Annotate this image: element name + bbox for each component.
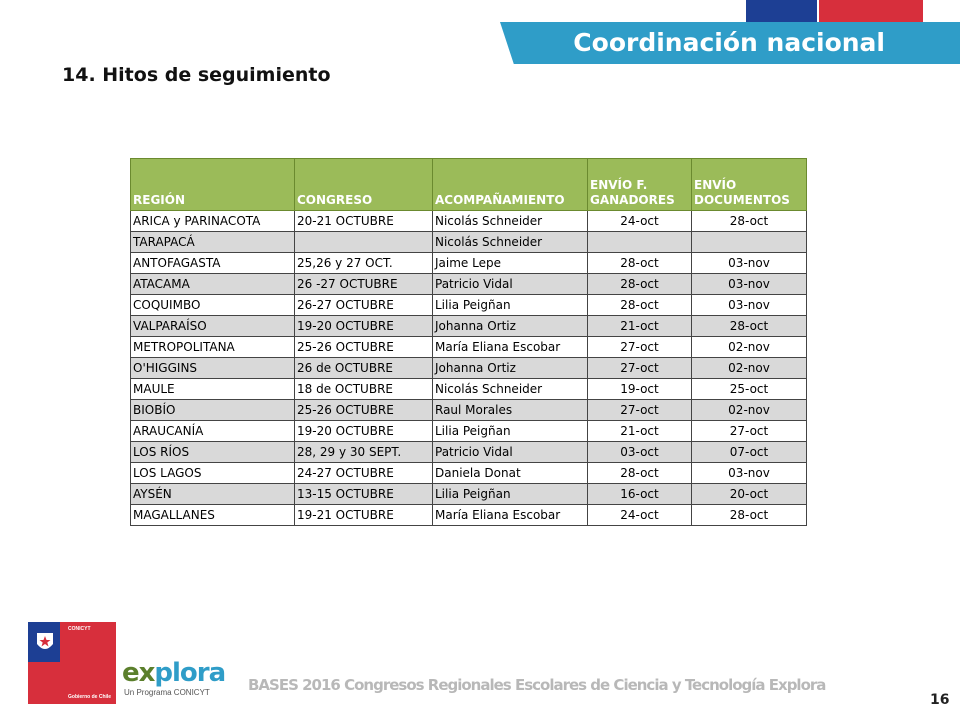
table-body — [131, 211, 807, 526]
cell-congress: 28, 29 y 30 SEPT. — [295, 442, 433, 463]
cell-region: O'HIGGINS — [131, 358, 295, 379]
cell-documents-dispatch: 02-nov — [692, 337, 807, 358]
column-header-region: REGIÓN — [131, 159, 295, 211]
table-row — [131, 463, 807, 484]
cell-congress: 13-15 OCTUBRE — [295, 484, 433, 505]
cell-winners-dispatch: 27-oct — [588, 358, 692, 379]
cell-winners-dispatch: 28-oct — [588, 463, 692, 484]
cell-region: VALPARAÍSO — [131, 316, 295, 337]
cell-winners-dispatch — [588, 232, 692, 253]
cell-accompaniment: Lilia Peigñan — [433, 421, 588, 442]
cell-winners-dispatch: 28-oct — [588, 274, 692, 295]
flag-red-bar — [819, 0, 923, 22]
cell-accompaniment: María Eliana Escobar — [433, 505, 588, 526]
cell-documents-dispatch: 27-oct — [692, 421, 807, 442]
cell-region: MAGALLANES — [131, 505, 295, 526]
cell-accompaniment: María Eliana Escobar — [433, 337, 588, 358]
explora-logo-part-b: plora — [154, 658, 226, 688]
column-header-accompaniment: ACOMPAÑAMIENTO — [433, 159, 588, 211]
cell-region: ANTOFAGASTA — [131, 253, 295, 274]
gobierno-chile-logo — [28, 622, 116, 704]
cell-congress: 19-21 OCTUBRE — [295, 505, 433, 526]
cell-congress — [295, 232, 433, 253]
table-row — [131, 337, 807, 358]
cell-congress: 26-27 OCTUBRE — [295, 295, 433, 316]
explora-logo-part-a: ex — [122, 658, 155, 688]
cell-documents-dispatch: 03-nov — [692, 253, 807, 274]
cell-documents-dispatch: 02-nov — [692, 358, 807, 379]
cell-region: TARAPACÁ — [131, 232, 295, 253]
cell-documents-dispatch: 03-nov — [692, 463, 807, 484]
cell-winners-dispatch: 21-oct — [588, 316, 692, 337]
cell-accompaniment: Johanna Ortiz — [433, 316, 588, 337]
cell-congress: 19-20 OCTUBRE — [295, 421, 433, 442]
explora-logo — [122, 658, 225, 688]
cell-accompaniment: Patricio Vidal — [433, 274, 588, 295]
table-row — [131, 505, 807, 526]
table-row — [131, 421, 807, 442]
cell-region: BIOBÍO — [131, 400, 295, 421]
cell-congress: 25,26 y 27 OCT. — [295, 253, 433, 274]
table-row — [131, 295, 807, 316]
table-row — [131, 316, 807, 337]
cell-winners-dispatch: 28-oct — [588, 253, 692, 274]
cell-documents-dispatch: 02-nov — [692, 400, 807, 421]
column-header-winners-dispatch: ENVÍO F. GANADORES — [588, 159, 692, 211]
milestones-table — [130, 158, 807, 526]
cell-congress: 19-20 OCTUBRE — [295, 316, 433, 337]
cell-accompaniment: Lilia Peigñan — [433, 484, 588, 505]
cell-winners-dispatch: 24-oct — [588, 211, 692, 232]
cell-accompaniment: Raul Morales — [433, 400, 588, 421]
cell-region: AYSÉN — [131, 484, 295, 505]
cell-winners-dispatch: 27-oct — [588, 400, 692, 421]
cell-congress: 20-21 OCTUBRE — [295, 211, 433, 232]
section-title: 14. Hitos de seguimiento — [62, 64, 331, 86]
column-header-documents-dispatch: ENVÍO DOCUMENTOS — [692, 159, 807, 211]
cell-region: LOS LAGOS — [131, 463, 295, 484]
cell-accompaniment: Patricio Vidal — [433, 442, 588, 463]
cell-region: ATACAMA — [131, 274, 295, 295]
page-number: 16 — [930, 692, 950, 708]
cell-accompaniment: Johanna Ortiz — [433, 358, 588, 379]
logo-gobierno-text: Gobierno de Chile — [68, 694, 112, 700]
flag-blue-bar — [746, 0, 817, 22]
table-row — [131, 484, 807, 505]
table-row — [131, 379, 807, 400]
cell-region: LOS RÍOS — [131, 442, 295, 463]
cell-documents-dispatch: 03-nov — [692, 274, 807, 295]
cell-winners-dispatch: 16-oct — [588, 484, 692, 505]
cell-documents-dispatch: 25-oct — [692, 379, 807, 400]
column-header-congress: CONGRESO — [295, 159, 433, 211]
cell-documents-dispatch: 03-nov — [692, 295, 807, 316]
cell-congress: 26 de OCTUBRE — [295, 358, 433, 379]
logo-red-block — [60, 622, 116, 704]
cell-accompaniment: Nicolás Schneider — [433, 379, 588, 400]
cell-region: COQUIMBO — [131, 295, 295, 316]
cell-documents-dispatch: 28-oct — [692, 505, 807, 526]
cell-winners-dispatch: 19-oct — [588, 379, 692, 400]
table-header-row — [131, 159, 807, 211]
cell-winners-dispatch: 24-oct — [588, 505, 692, 526]
cell-winners-dispatch: 27-oct — [588, 337, 692, 358]
cell-region: METROPOLITANA — [131, 337, 295, 358]
cell-winners-dispatch: 28-oct — [588, 295, 692, 316]
table-row — [131, 274, 807, 295]
cell-accompaniment: Nicolás Schneider — [433, 232, 588, 253]
cell-accompaniment: Lilia Peigñan — [433, 295, 588, 316]
cell-accompaniment: Daniela Donat — [433, 463, 588, 484]
footer-text: BASES 2016 Congresos Regionales Escolares de Ciencia y Tecnología Explora — [248, 676, 826, 694]
cell-accompaniment: Jaime Lepe — [433, 253, 588, 274]
cell-congress: 26 -27 OCTUBRE — [295, 274, 433, 295]
table-row — [131, 400, 807, 421]
cell-region: ARAUCANÍA — [131, 421, 295, 442]
table-row — [131, 253, 807, 274]
explora-subtitle: Un Programa CONICYT — [124, 688, 210, 697]
table-row — [131, 442, 807, 463]
cell-winners-dispatch: 03-oct — [588, 442, 692, 463]
cell-accompaniment: Nicolás Schneider — [433, 211, 588, 232]
banner-title: Coordinación nacional — [573, 28, 885, 57]
cell-documents-dispatch — [692, 232, 807, 253]
cell-congress: 25-26 OCTUBRE — [295, 400, 433, 421]
coat-of-arms-icon — [34, 630, 56, 656]
cell-documents-dispatch: 20-oct — [692, 484, 807, 505]
cell-region: ARICA y PARINACOTA — [131, 211, 295, 232]
cell-congress: 25-26 OCTUBRE — [295, 337, 433, 358]
cell-documents-dispatch: 07-oct — [692, 442, 807, 463]
logo-conicyt-text: CONICYT — [68, 626, 91, 632]
table-row — [131, 232, 807, 253]
cell-documents-dispatch: 28-oct — [692, 316, 807, 337]
cell-winners-dispatch: 21-oct — [588, 421, 692, 442]
table-row — [131, 358, 807, 379]
table-row — [131, 211, 807, 232]
cell-documents-dispatch: 28-oct — [692, 211, 807, 232]
logo-red-lower-block — [28, 662, 60, 704]
cell-congress: 24-27 OCTUBRE — [295, 463, 433, 484]
cell-congress: 18 de OCTUBRE — [295, 379, 433, 400]
cell-region: MAULE — [131, 379, 295, 400]
